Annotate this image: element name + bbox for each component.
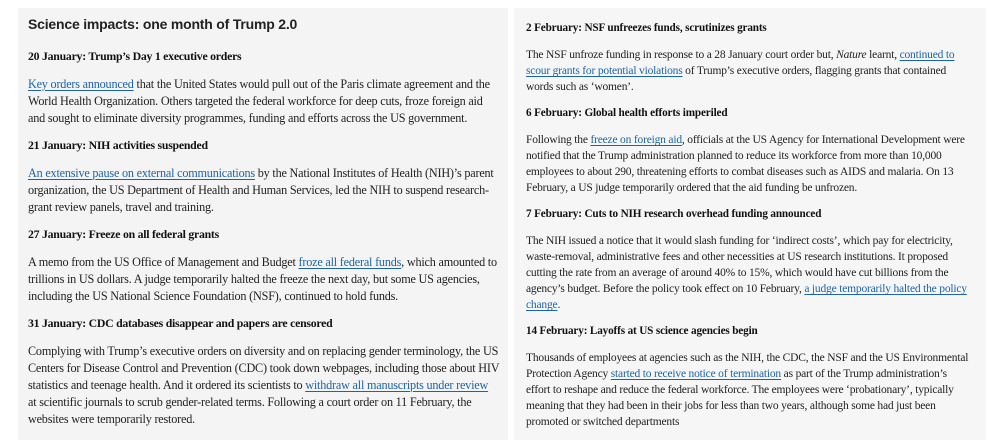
text-line	[28, 254, 508, 271]
entry-31-january	[28, 315, 508, 428]
body-text: , officials at the US Agency for International Development were	[681, 134, 965, 146]
text-line: promoted or switched departments	[526, 416, 680, 428]
text-line	[526, 366, 986, 382]
text-line	[526, 132, 986, 148]
link-key-orders-announced[interactable]: Key orders announced	[28, 76, 134, 91]
text-line: employees to about 290, threatening efforts to combat diseases such as AIDS and malaria. On 13	[526, 166, 954, 178]
entry-14-february	[526, 323, 986, 430]
text-line: at scientific journals to scrub gender-related terms. Following a court order on 11 February, the	[28, 394, 472, 409]
entry-heading: 20 January: Trump’s Day 1 executive orders	[28, 48, 242, 63]
text-line	[28, 165, 508, 182]
text-line: World Health Organization. Others targeted the federal workforce for deep cuts, froze foreign aid	[28, 93, 483, 108]
entry-heading: 14 February: Layoffs at US science agencies begin	[526, 325, 758, 337]
body-text: that the United States would pull out of the Paris climate agreement and the	[133, 76, 490, 91]
link-scour-grants-part-2[interactable]: scour grants for potential violations	[526, 65, 683, 77]
text-line: and sought to eliminate diversity programmes, funding and efforts across the US government.	[28, 110, 468, 125]
body-text: statistics and teenage health. And it ordered its scientists to	[28, 377, 306, 392]
link-withdraw-manuscripts[interactable]: withdraw all manuscripts under review	[305, 377, 489, 392]
text-line: Thousands of employees at agencies such as the NIH, the CDC, the NSF and the US Environmental	[526, 352, 969, 364]
body-text: as part of the Trump administration’s	[781, 368, 947, 380]
entry-heading: 6 February: Global health efforts imperiled	[526, 107, 728, 119]
entry-body	[526, 47, 986, 95]
entry-heading: 27 January: Freeze on all federal grants	[28, 226, 219, 241]
text-line: waste-removal, administrative fees and other necessities at US research institutions. It proposed	[526, 251, 948, 263]
body-text: of Trump’s executive orders, flagging grants that contained	[682, 65, 947, 77]
entry-6-february	[526, 105, 986, 196]
link-froze-all-federal-funds[interactable]: froze all federal funds	[298, 254, 402, 269]
entry-heading: 31 January: CDC databases disappear and papers are censored	[28, 315, 333, 330]
entry-body	[28, 254, 508, 305]
entry-7-february	[526, 206, 986, 313]
text-line	[526, 297, 986, 313]
page-title: Science impacts: one month of Trump 2.0	[28, 16, 298, 32]
entry-body	[526, 350, 986, 430]
entry-21-january	[28, 137, 508, 216]
text-line: including the US National Science Foundation (NSF), continued to hold funds.	[28, 288, 399, 303]
link-freeze-on-foreign-aid[interactable]: freeze on foreign aid	[590, 134, 682, 146]
entry-body	[28, 165, 508, 216]
body-text: Following the	[526, 134, 591, 146]
publication-name: Nature	[836, 49, 867, 61]
body-text: The NSF unfroze funding in response to a 28 January court order but,	[526, 49, 837, 61]
body-text: agency’s budget. Before the policy took effect on 10 February,	[526, 283, 805, 295]
entry-body	[28, 343, 508, 428]
body-text: , which amounted to	[401, 254, 497, 269]
text-line	[526, 63, 986, 79]
entry-heading: 21 January: NIH activities suspended	[28, 137, 208, 152]
text-line: notified that the Trump administration planned to reduce its workforce from more than 10,000	[526, 150, 942, 162]
text-line: Complying with Trump’s executive orders on diversity and on replacing gender terminology, the US	[28, 343, 499, 358]
entry-body	[526, 233, 986, 313]
entry-2-february	[526, 20, 986, 95]
body-text: by the National Institutes of Health (NIH)’s parent	[254, 165, 494, 180]
text-line: Centers for Disease Control and Prevention (CDC) took down webpages, including those about HIV	[28, 360, 500, 375]
text-line	[28, 76, 508, 93]
text-line	[526, 47, 986, 63]
link-extensive-pause-communications[interactable]: An extensive pause on external communications	[28, 165, 255, 180]
text-line: grant review panels, travel and training.	[28, 199, 214, 214]
text-line: words such as ‘women’.	[526, 81, 634, 93]
entry-heading: 2 February: NSF unfreezes funds, scrutinizes grants	[526, 22, 767, 34]
text-line: websites were temporarily restored.	[28, 411, 195, 426]
entry-27-january	[28, 226, 508, 305]
text-line	[28, 377, 508, 394]
body-text: A memo from the US Office of Management and Budget	[28, 254, 299, 269]
entry-heading: 7 February: Cuts to NIH research overhead funding announced	[526, 208, 822, 220]
text-line	[526, 281, 986, 297]
body-text: learnt,	[866, 49, 900, 61]
text-line: The NIH issued a notice that it would slash funding for ‘indirect costs’, which pay for electricity,	[526, 235, 953, 247]
entry-body	[526, 132, 986, 196]
text-line: trillions in US dollars. A judge temporarily halted the freeze the next day, but some US agencies,	[28, 271, 480, 286]
text-line: cutting the rate from an average of around 40% to 15%, which would have cut billions from the	[526, 267, 949, 279]
body-text: Protection Agency	[526, 368, 611, 380]
entry-20-january	[28, 48, 508, 127]
link-notice-of-termination[interactable]: started to receive notice of termination	[610, 368, 781, 380]
link-judge-halted-policy-part-2[interactable]: change	[526, 299, 558, 311]
link-judge-halted-policy-part-1[interactable]: a judge temporarily halted the policy	[804, 283, 967, 295]
text-line: meaning that they had been in their jobs for less than two years, although some had just been	[526, 400, 936, 412]
link-scour-grants-part-1[interactable]: continued to	[899, 49, 955, 61]
text-line: effort to reshape and reduce the federal workforce. The employees were ‘probationary’, typically	[526, 384, 954, 396]
entry-body	[28, 76, 508, 127]
body-text: .	[557, 299, 561, 311]
text-line: February, a US judge temporarily ordered that the aid funding be unfrozen.	[526, 182, 858, 194]
text-line: organization, the US Department of Health and Human Services, led the NIH to suspend research-	[28, 182, 489, 197]
left-column	[18, 8, 508, 440]
right-column	[514, 8, 986, 440]
